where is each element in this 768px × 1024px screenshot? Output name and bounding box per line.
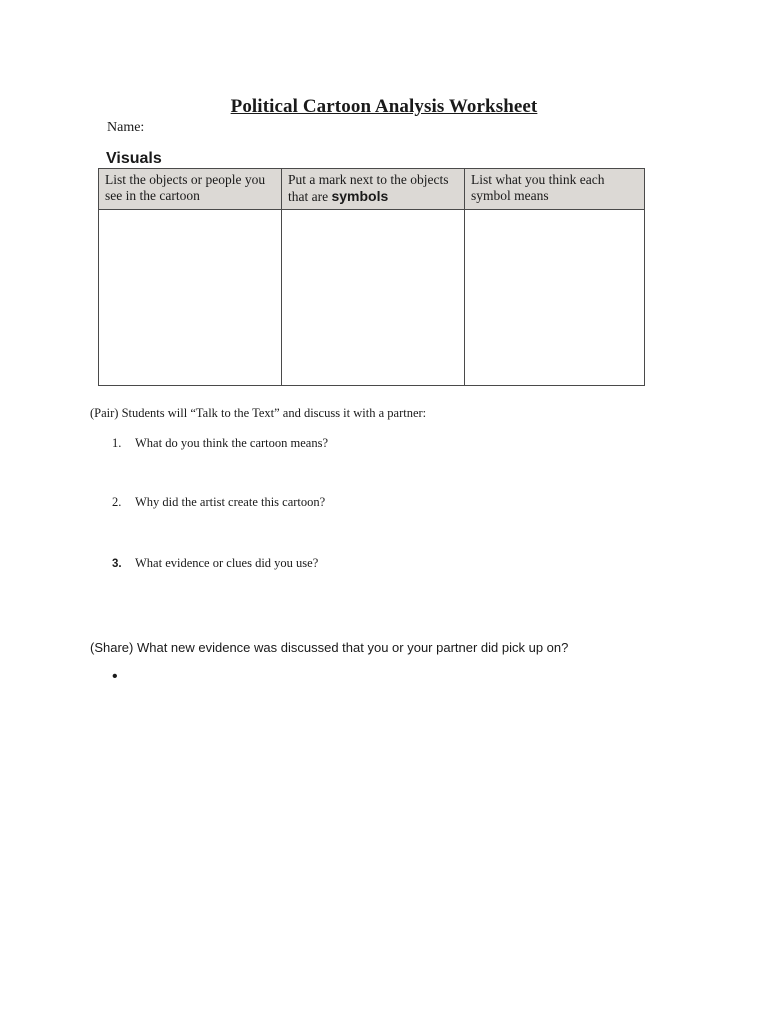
worksheet-title-wrap: [0, 96, 768, 118]
question-item: [112, 556, 318, 571]
question-text: Why did the artist create this cartoon?: [135, 495, 326, 509]
visuals-answer-row: [99, 210, 645, 386]
question-number: 2.: [112, 495, 122, 509]
symbols-header-emphasis: symbols: [331, 188, 389, 204]
worksheet-title: Political Cartoon Analysis Worksheet: [230, 96, 538, 117]
name-label: Name:: [107, 120, 145, 135]
question-text: What do you think the cartoon means?: [135, 436, 328, 450]
visuals-heading: Visuals: [106, 150, 162, 167]
meanings-answer-cell[interactable]: [465, 210, 645, 386]
share-prompt: (Share) What new evidence was discussed that you or your partner did pick up on?: [90, 640, 569, 655]
objects-answer-cell[interactable]: [99, 210, 282, 386]
question-number: 1.: [112, 436, 122, 450]
objects-column-header: List the objects or people you see in the cartoon: [99, 169, 282, 210]
share-bullet: •: [112, 668, 118, 685]
visuals-table: [98, 168, 645, 386]
meanings-column-header: List what you think each symbol means: [465, 169, 645, 210]
question-text: What evidence or clues did you use?: [135, 556, 319, 570]
symbols-column-header: [282, 169, 465, 210]
symbols-answer-cell[interactable]: [282, 210, 465, 386]
pair-instructions: (Pair) Students will “Talk to the Text” and discuss it with a partner:: [90, 406, 427, 420]
symbols-header-text: Put a mark next to the objects that are: [288, 172, 449, 204]
question-number: 3.: [112, 558, 122, 570]
visuals-header-row: [99, 169, 645, 210]
question-item: [112, 495, 325, 510]
question-item: [112, 436, 328, 451]
